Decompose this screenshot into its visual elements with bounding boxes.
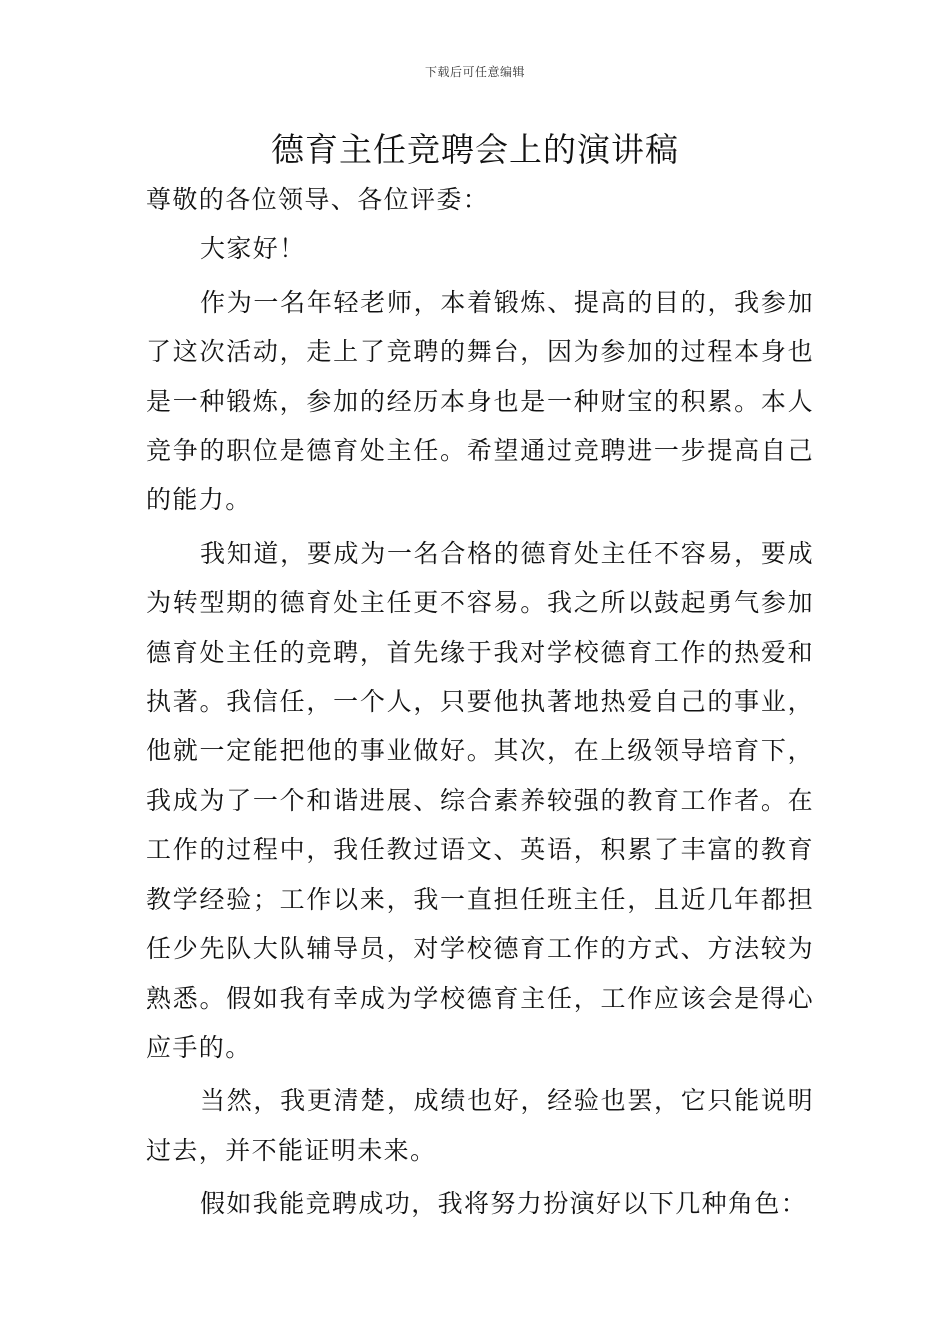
paragraph: 假如我能竞聘成功，我将努力扮演好以下几种角色： [200,1189,808,1219]
salutation: 尊敬的各位领导、各位评委： [146,185,490,214]
paragraph: 作为一名年轻老师，本着锻炼、提高的目的，我参加了这次活动，走上了竞聘的舞台，因为参加的过程本身也是一种锻炼，参加的经历本身也是一种财宝的积累。本人竞争的职位是德育处主任。希望通过竞聘进一步提高自己的能力。 [146,287,814,515]
paragraph: 当然，我更清楚，成绩也好，经验也罢，它只能说明过去，并不能证明未来。 [146,1086,814,1165]
greeting: 大家好！ [200,234,306,264]
document-body [146,175,814,1229]
paragraph: 我知道，要成为一名合格的德育处主任不容易，要成为转型期的德育处主任更不容易。我之所以鼓起勇气参加德育处主任的竞聘，首先缘于我对学校德育工作的热爱和执著。我信任，一个人，只要他执著地热爱自己的事业，他就一定能把他的事业做好。其次，在上级领导培育下，我成为了一个和谐进展、综合素养较强的教育工作者。在工作的过程中，我任教过语文、英语，积累了丰富的教育教学经验；工作以来，我一直担任班主任，且近几年都担任少先队大队辅导员，对学校德育工作的方式、方法较为熟悉。假如我有幸成为学校德育主任，工作应该会是得心应手的。 [146,538,814,1062]
document-title: 德育主任竞聘会上的演讲稿 [271,130,679,169]
header-note: 下载后可任意编辑 [424,65,525,79]
